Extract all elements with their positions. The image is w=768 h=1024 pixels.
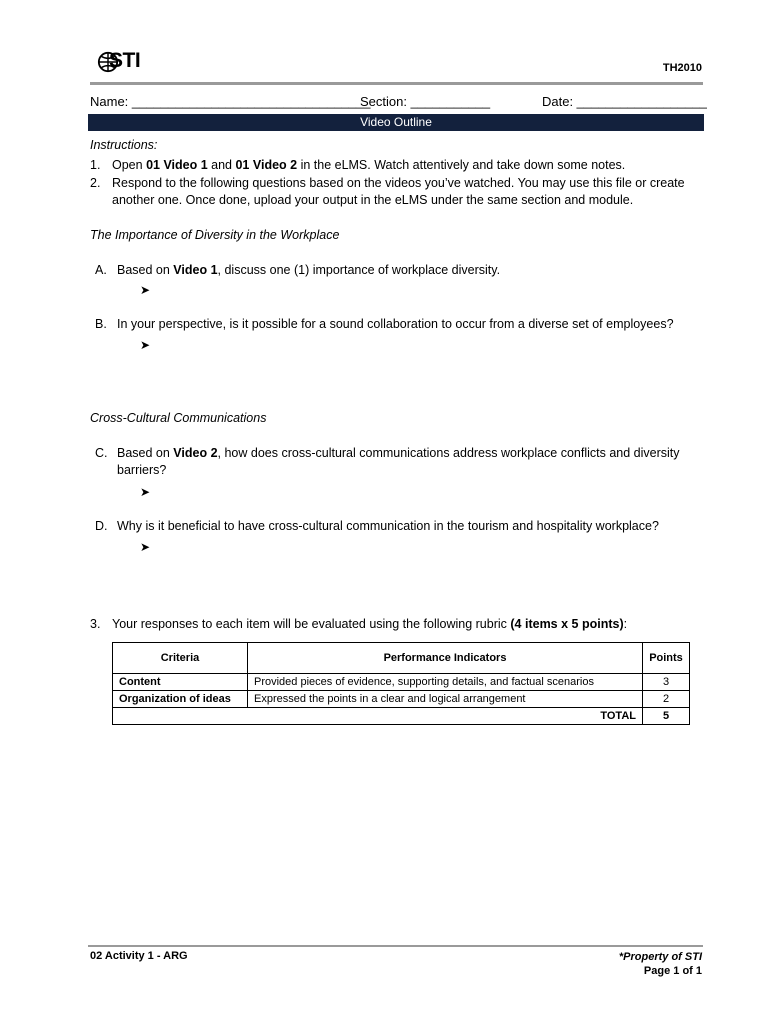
question-c-video: Video 2 bbox=[173, 446, 218, 460]
rubric-intro bbox=[90, 616, 627, 633]
question-c-label: C. bbox=[95, 446, 108, 460]
section-title-cross-cultural: Cross-Cultural Communications bbox=[90, 411, 267, 425]
rubric-total-row bbox=[113, 708, 690, 725]
question-a-label: A. bbox=[95, 263, 107, 277]
instruction-item-2 bbox=[90, 175, 685, 192]
footer-divider bbox=[88, 945, 703, 947]
date-field[interactable]: Date: __________________ bbox=[542, 94, 707, 109]
question-d-label: D. bbox=[95, 519, 108, 533]
question-c-text-b: , how does cross-cultural communications address workplace conflicts and diversity bbox=[217, 446, 680, 460]
rubric-intro-colon: : bbox=[623, 617, 628, 631]
rubric-table bbox=[112, 642, 690, 725]
footer-activity-label: 02 Activity 1 - ARG bbox=[90, 950, 188, 962]
answer-bullet-c-icon[interactable]: ➤ bbox=[140, 485, 151, 499]
question-a-video: Video 1 bbox=[173, 263, 218, 277]
question-a-text-a: Based on bbox=[117, 263, 174, 277]
banner-title: Video Outline bbox=[88, 114, 704, 131]
answer-bullet-d-icon[interactable]: ➤ bbox=[140, 540, 151, 554]
header-divider bbox=[90, 82, 703, 85]
instruction-1-video1: 01 Video 1 bbox=[146, 158, 208, 172]
rubric-criteria-cell: Organization of ideas bbox=[113, 691, 248, 708]
instruction-number-1: 1. bbox=[90, 158, 101, 172]
instruction-item-1 bbox=[90, 157, 625, 174]
rubric-header-criteria: Criteria bbox=[113, 643, 248, 674]
rubric-criteria-cell: Content bbox=[113, 674, 248, 691]
name-field[interactable]: Name: _________________________________ bbox=[90, 94, 371, 109]
question-b-label: B. bbox=[95, 317, 107, 331]
rubric-header-row bbox=[113, 643, 690, 674]
rubric-intro-text: Your responses to each item will be evaluated using the following rubric bbox=[112, 617, 511, 631]
rubric-intro-number: 3. bbox=[90, 617, 101, 631]
rubric-points-cell: 2 bbox=[643, 691, 690, 708]
rubric-indicator-cell: Provided pieces of evidence, supporting details, and factual scenarios bbox=[248, 674, 643, 691]
table-row bbox=[113, 674, 690, 691]
question-c bbox=[95, 445, 680, 462]
table-row bbox=[113, 691, 690, 708]
question-c-text-a: Based on bbox=[117, 446, 174, 460]
instruction-2-line-2: another one. Once done, upload your output in the eLMS under the same section and module. bbox=[112, 193, 634, 207]
section-field[interactable]: Section: ___________ bbox=[360, 94, 491, 109]
instruction-1-video2: 01 Video 2 bbox=[235, 158, 298, 172]
section-title-diversity: The Importance of Diversity in the Workplace bbox=[90, 228, 340, 242]
question-a bbox=[95, 262, 500, 279]
document-code: TH2010 bbox=[662, 62, 702, 74]
question-c-line-2: barriers? bbox=[117, 463, 167, 477]
rubric-total-label: TOTAL bbox=[113, 708, 643, 725]
question-b-text: In your perspective, is it possible for a sound collaboration to occur from a diverse set of employees? bbox=[117, 317, 674, 331]
answer-bullet-b-icon[interactable]: ➤ bbox=[140, 338, 151, 352]
answer-bullet-a-icon[interactable]: ➤ bbox=[140, 283, 151, 297]
instructions-heading: Instructions: bbox=[90, 138, 158, 152]
footer-page-number: Page 1 of 1 bbox=[643, 965, 702, 977]
sti-logo-text: STI bbox=[109, 49, 141, 72]
instruction-1-text-b: and bbox=[207, 158, 236, 172]
instruction-number-2: 2. bbox=[90, 176, 101, 190]
rubric-indicator-cell: Expressed the points in a clear and logical arrangement bbox=[248, 691, 643, 708]
instruction-1-text-a: Open bbox=[112, 158, 147, 172]
instruction-1-text-c: in the eLMS. Watch attentively and take down some notes. bbox=[297, 158, 626, 172]
question-d bbox=[95, 518, 659, 535]
instruction-2-line-1: Respond to the following questions based on the videos you’ve watched. You may use this file or create bbox=[112, 176, 685, 190]
rubric-header-points: Points bbox=[643, 643, 690, 674]
rubric-header-indicators: Performance Indicators bbox=[248, 643, 643, 674]
question-d-text: Why is it beneficial to have cross-cultural communication in the tourism and hospitality workplace? bbox=[117, 519, 659, 533]
footer-right bbox=[619, 950, 702, 978]
question-b bbox=[95, 316, 674, 333]
footer-property: *Property of STI bbox=[618, 951, 702, 963]
question-a-text-b: , discuss one (1) importance of workplace diversity. bbox=[217, 263, 501, 277]
rubric-points-cell: 3 bbox=[643, 674, 690, 691]
rubric-total-points: 5 bbox=[643, 708, 690, 725]
rubric-intro-bold: (4 items x 5 points) bbox=[510, 617, 624, 631]
